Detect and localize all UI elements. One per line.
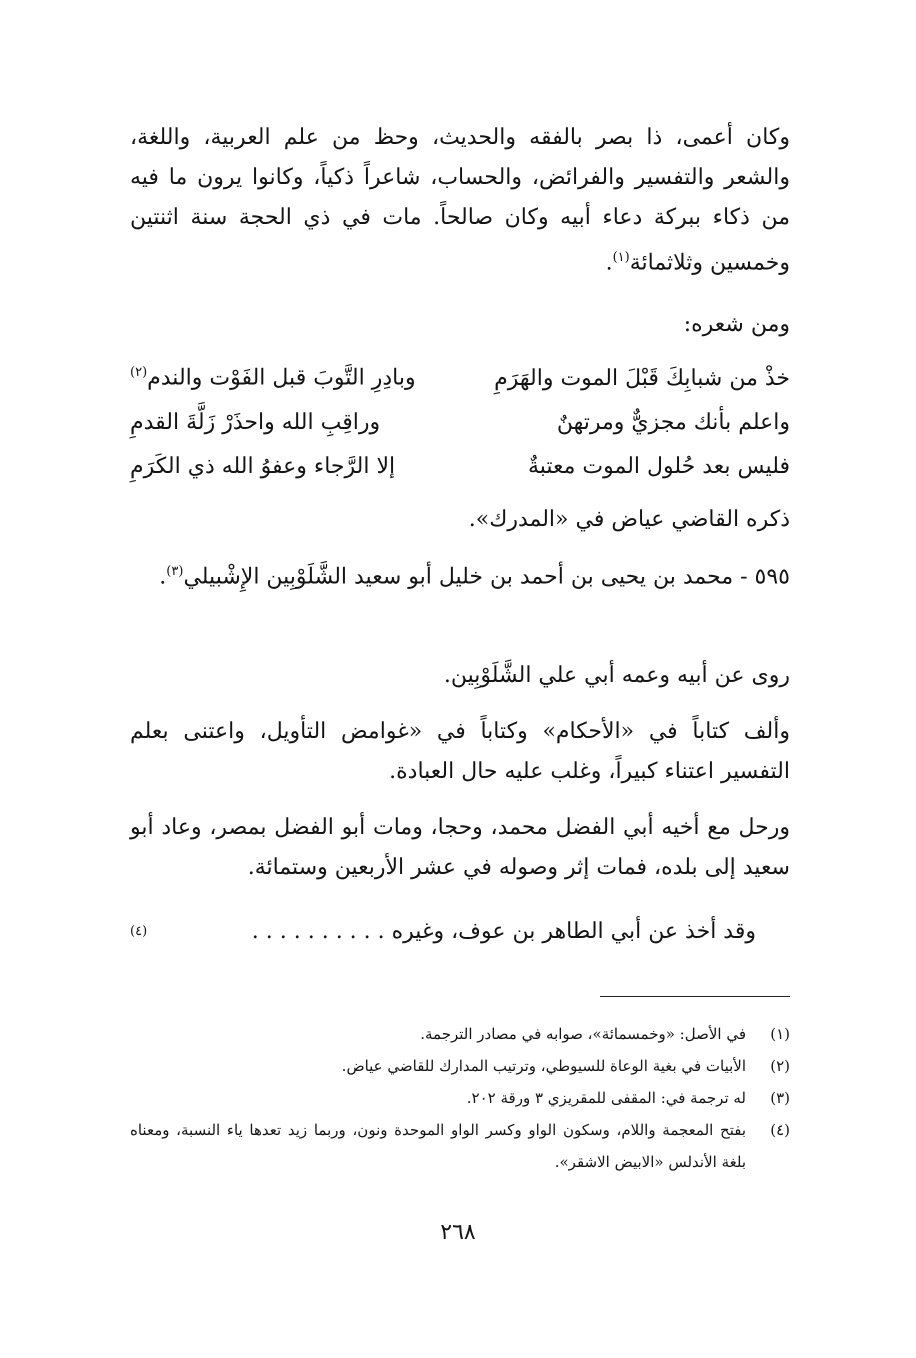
footnote-text: بفتح المعجمة واللام، وسكون الواو وكسر الواو الموحدة ونون، وربما زيد تعدها ياء النسبة، ومعناه بلغة الأندلس «الابيض الاشقر». [130, 1121, 746, 1171]
verse-2 [130, 400, 790, 444]
page-number: ٢٦٨ [440, 1220, 476, 1245]
paragraph-text: وكان أعمى، ذا بصر بالفقه والحديث، وحظ من علم العربية، واللغة، والشعر والتفسير والفرائض، والحساب، شاعراً ذكياً، وكانوا يرون ما فيه من ذكاء ببركة دعاء أبيه وكان صالحاً. مات في ذي الحجة سنة اثنتين وخمسين وثلاثمائة [130, 125, 790, 276]
footnote-text: الأبيات في بغية الوعاة للسيوطي، وترتيب المدارك للقاضي عياض. [341, 1057, 746, 1075]
entry-heading-595 [130, 552, 790, 597]
footnote-text: له ترجمة في: المقفى للمقريزي ٣ ورقة ٢٠٢. [466, 1089, 746, 1107]
footnote-ref-2: (٢) [130, 365, 148, 381]
footnote-ref-4: (٤) [130, 924, 148, 939]
footnote-number: (١) [770, 1025, 790, 1043]
footnote-3 [130, 1082, 790, 1114]
entry-heading-end: . [159, 564, 167, 590]
footnote-number: (٣) [770, 1089, 790, 1107]
footnote-divider [600, 996, 790, 997]
verse-1 [130, 356, 790, 400]
paragraph-teachers [130, 912, 790, 952]
verse-3 [130, 444, 790, 488]
verse-1-right-hemistich: خذْ من شبابِكَ قَبْلَ الموت والهَرَمِ [494, 365, 790, 391]
entry-heading-text: ٥٩٥ - محمد بن يحيى بن أحمد بن خليل أبو سعيد الشَّلَوْبِين الإِشْبيلي [183, 564, 790, 590]
footnote-text: في الأصل: «وخمسمائة»، صوابه في مصادر الترجمة. [420, 1025, 746, 1043]
footnote-number: (٢) [770, 1057, 790, 1075]
paragraph-teachers-text: وقد أخذ عن أبي الطاهر بن عوف، وغيره . . . . . . . . . . [251, 919, 756, 944]
footnote-number: (٤) [770, 1121, 790, 1139]
verse-2-right-hemistich: واعلم بأنك مجزيٌّ ومرتهنٌ [556, 409, 790, 435]
paragraph-works: وألف كتاباً في «الأحكام» وكتاباً في «غوامض التأويل، واعتنى بعلم التفسير اعتناء كبيراً، وغلب عليه حال العبادة. [130, 719, 790, 784]
footnote-2 [130, 1050, 790, 1082]
footnotes [130, 1018, 790, 1178]
paragraph-travel: ورحل مع أخيه أبي الفضل محمد، وحجا، ومات أبو الفضل بمصر، وعاد أبو سعيد إلى بلده، فمات إثر وصوله في عشر الأربعين وستمائة. [130, 815, 790, 880]
poem [130, 356, 790, 488]
verse-2-left-hemistich: وراقِبِ الله واحذَرْ زَلَّةَ القدمِ [130, 409, 381, 435]
verse-3-right-hemistich: فليس بعد حُلول الموت معتبةٌ [527, 453, 790, 479]
paragraph-end: . [605, 250, 613, 276]
verse-1-left-hemistich: وبادِرِ التَّوبَ قبل الفَوْت والندم$^{(٢)}$ [130, 365, 416, 391]
paragraph-poetry-intro: ومن شعره: [683, 312, 790, 337]
paragraph-source: ذكره القاضي عياض في «المدرك». [468, 507, 790, 532]
verse-3-left-hemistich: إلا الرَّجاء وعفوُ الله ذي الكَرَمِ [130, 453, 396, 479]
footnote-4 [130, 1114, 790, 1178]
footnote-ref-1: (١) [612, 250, 630, 265]
footnote-1 [130, 1018, 790, 1050]
footnote-ref-3: (٣) [166, 564, 184, 579]
paragraph-biography [130, 118, 790, 283]
paragraph-narration: روى عن أبيه وعمه أبي علي الشَّلَوْبِين. [443, 663, 790, 688]
